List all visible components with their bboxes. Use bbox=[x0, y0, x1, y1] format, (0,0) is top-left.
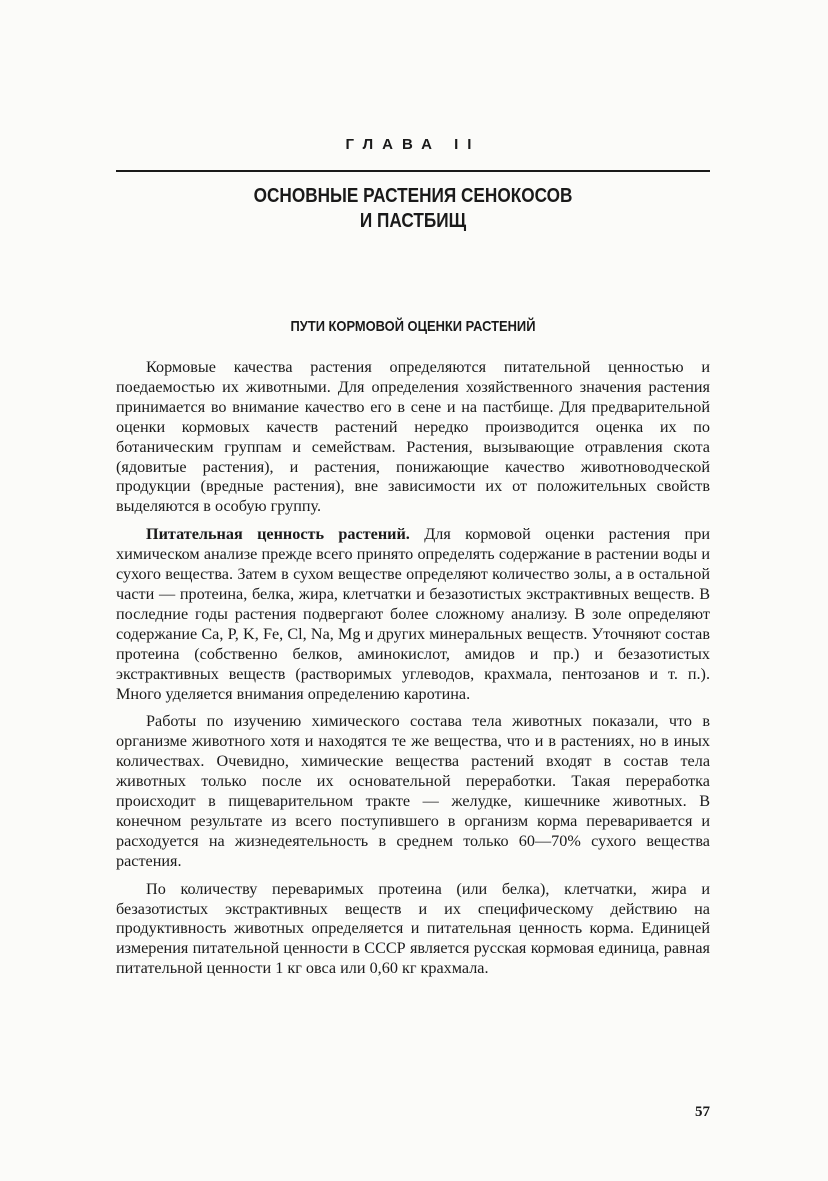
paragraph-2-text: Для кормовой оценки растения при химическом анализе прежде всего принято определять содержание в растении воды и сухого вещества. Затем в сухом веществе определяют количество золы, а в остальной части — протеина, белка, жира, клетчатки и безазотистых экстрактивных веществ. В последние годы растения подвергают более сложному анализу. В золе определяют содержание Ca, P, K, Fe, Cl, Na, Mg и других минеральных веществ. Уточняют состав протеина (собственно белков, аминокислот, амидов и пр.) и безазотистых экстрактивных веществ (растворимых углеводов, крахмала, пентозанов и т. п.). Много уделяется внимания определению каротина. bbox=[116, 525, 710, 703]
book-page bbox=[116, 0, 710, 1181]
paragraph-3: Работы по изучению химического состава тела животных показали, что в организме животного хотя и находятся те же вещества, что и в растениях, но в иных количествах. Очевидно, химические вещества растений входят в состав тела животных только после их основательной переработки. Такая переработка происходит в пищеварительном тракте — желудке, кишечнике животных. В конечном результате из всего поступившего в организм корма переваривается и расходуется на жизнедеятельность в среднем только 60—70% сухого вещества растения. bbox=[116, 712, 710, 870]
chapter-title-line-2: И ПАСТБИЩ bbox=[359, 210, 467, 232]
section-title: ПУТИ КОРМОВОЙ ОЦЕНКИ РАСТЕНИЙ bbox=[290, 318, 536, 335]
header-rule bbox=[116, 170, 710, 172]
paragraph-4: По количеству переваримых протеина (или белка), клетчатки, жира и безазотистых экстрактивных веществ и их специфическому действию на продуктивность животных определяется и питательная ценность корма. Единицей измерения питательной ценности в СССР является русская кормовая единица, равная питательной ценности 1 кг овса или 0,60 кг крахмала. bbox=[116, 879, 710, 978]
paragraph-2-lead: Питательная ценность растений. bbox=[146, 525, 410, 544]
paragraph-1: Кормовые качества растения определяются питательной ценностью и поедаемостью их животными. Для определения хозяйственного значения растения принимается во внимание качество его в сене и на пастбище. Для предварительной оценки кормовых качеств растений нередко производится оценка их по ботаническим группам и семействам. Растения, вызывающие отравления скота (ядовитые растения), и растения, понижающие качество животноводческой продукции (вредные растения), вне зависимости их от положительных свойств выделяются в особую группу. bbox=[116, 358, 710, 516]
chapter-label: ГЛАВА II bbox=[345, 136, 481, 153]
paragraph-2 bbox=[116, 525, 710, 704]
chapter-title bbox=[158, 184, 669, 234]
page-number: 57 bbox=[695, 1104, 710, 1120]
chapter-title-line-1: ОСНОВНЫЕ РАСТЕНИЯ СЕНОКОСОВ bbox=[253, 185, 573, 207]
body-text bbox=[116, 358, 710, 987]
